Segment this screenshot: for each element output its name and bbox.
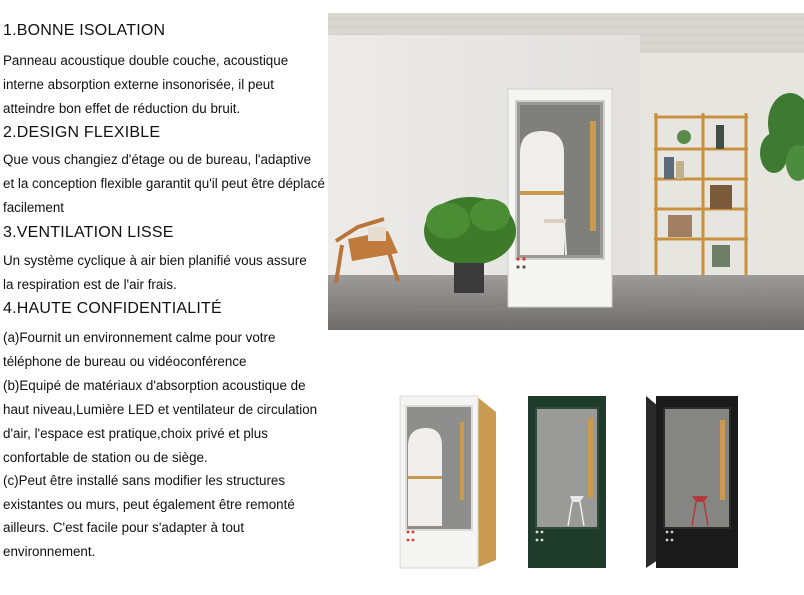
confidentiality-line-8: existantes ou murs, peut également être remonté (3, 497, 295, 512)
office-photo (328, 13, 804, 330)
booth-white (400, 396, 496, 568)
confidentiality-line-3: (b)Equipé de matériaux d'absorption acoustique de (3, 378, 306, 393)
confidentiality-line-5: d'air, l'espace est pratique,choix privé et plus (3, 426, 268, 441)
confidentiality-line-1: (a)Fournit un environnement calme pour votre (3, 330, 276, 345)
confidentiality-line-7: (c)Peut être installé sans modifier les structures (3, 473, 286, 488)
confidentiality-line-9: ailleurs. C'est facile pour s'adapter à tout (3, 520, 245, 535)
heading-isolation: 1.BONNE ISOLATION (3, 22, 166, 39)
booth-black (646, 396, 738, 568)
design-line-1: Que vous changiez d'étage ou de bureau, l'adaptive (3, 152, 312, 167)
ventilation-line-2: la respiration est de l'air frais. (3, 277, 177, 292)
design-line-2: et la conception flexible garantit qu'il peut être déplacé (3, 176, 325, 191)
confidentiality-line-6: confortable de station ou de siège. (3, 450, 208, 465)
design-line-3: facilement (3, 200, 65, 215)
confidentiality-line-10: environnement. (3, 544, 96, 559)
ventilation-line-1: Un système cyclique à air bien planifié vous assure (3, 253, 307, 268)
isolation-line-3: atteindre bon effet de réduction du bruit. (3, 101, 241, 116)
phone-booth-photo (508, 89, 612, 307)
booth-green (528, 396, 606, 568)
confidentiality-line-2: téléphone de bureau ou vidéoconférence (3, 354, 247, 369)
confidentiality-line-4: haut niveau,Lumière LED et ventilateur de circulation (3, 402, 318, 417)
isolation-line-2: interne absorption externe insonorisée, il peut (3, 77, 274, 92)
heading-design: 2.DESIGN FLEXIBLE (3, 124, 161, 141)
heading-ventilation: 3.VENTILATION LISSE (3, 224, 174, 241)
isolation-line-1: Panneau acoustique double couche, acoustique (3, 53, 289, 68)
booth-variants (380, 384, 804, 584)
heading-confidentiality: 4.HAUTE CONFIDENTIALITÉ (3, 300, 222, 317)
